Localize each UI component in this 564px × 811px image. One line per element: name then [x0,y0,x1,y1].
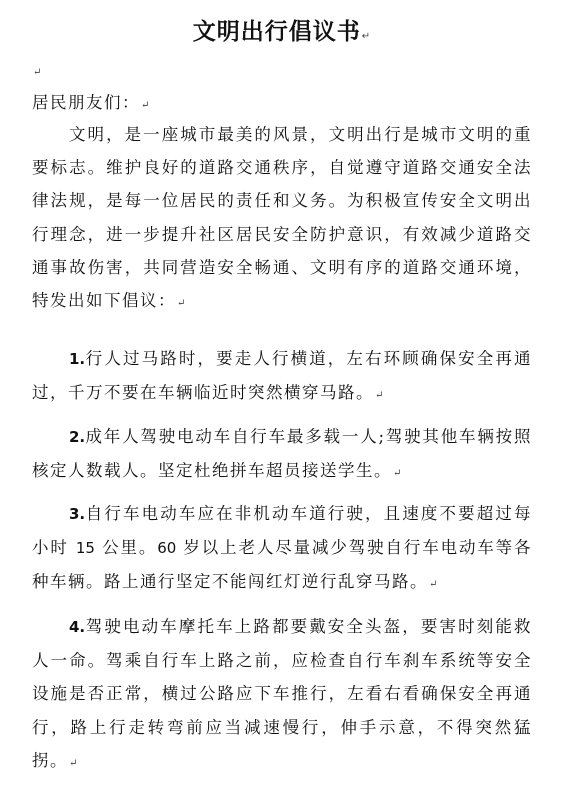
paragraph-mark-icon: ↵ [141,100,151,111]
greeting-line [32,86,532,122]
proposal-item-4 [32,610,532,780]
item-text: 行人过马路时，要走人行横道，左右环顾确保安全再通过，千万不要在车辆临近时突然横穿马路。 [32,349,532,403]
paragraph-mark-icon: ↵ [361,31,372,42]
paragraph-mark-icon: ↵ [33,67,42,78]
empty-paragraph [32,62,41,78]
proposal-item-3 [32,497,532,602]
speed-value: 15 [75,539,95,558]
intro-paragraph [32,118,532,320]
item-number: 4. [69,618,86,636]
item-text: 公里。 [102,538,158,558]
item-number: 3. [69,505,86,523]
item-number: 1. [69,350,86,368]
greeting-text: 居民朋友们： [32,93,140,112]
paragraph-mark-icon: ↵ [429,579,439,591]
document-title [0,14,564,55]
intro-text: 文明，是一座城市最美的风景，文明出行是城市文明的重要标志。维护良好的道路交通秩序，自觉遵守道路交通安全法律法规，是每一位居民的责任和义务。为积极宣传安全文明出行理念，进一步提升社区居民安全防护意识，有效减少道路交通事故伤害，共同营造安全畅通、文明有序的道路交通环境，特发出如下倡议： [32,125,532,311]
item-text: 驾驶电动车摩托车上路都要戴安全头盔，要害时刻能救人一命。驾乘自行车上路之前，应检查自行车刹车系统等安全设施是否正常，横过公路应下车推行，左看右看确保安全再通行，路上行走转弯前应当减速慢行，伸手示意，不得突然猛拐。 [32,617,532,770]
item-text: 岁以上老人尽量减少驾驶自行车电动车等各种车辆。路上通行坚定不能闯红灯逆行乱穿马路。 [32,538,533,592]
paragraph-mark-icon: ↵ [69,757,79,769]
proposal-item-1 [32,342,532,412]
item-text: 自行车电动车应在非机动车道行驶，且速度不要超过每小时 [32,504,532,558]
paragraph-mark-icon: ↵ [375,390,385,402]
proposal-item-2 [32,420,532,490]
paragraph-mark-icon: ↵ [393,468,403,480]
age-value: 60 [157,539,177,558]
paragraph-mark-icon: ↵ [177,298,187,310]
item-number: 2. [69,428,86,446]
title-text: 文明出行倡议书 [192,19,361,45]
item-text: 成年人驾驶电动车自行车最多载一人;驾驶其他车辆按照核定人数载人。坚定杜绝拼车超员接送学生。 [32,427,532,481]
